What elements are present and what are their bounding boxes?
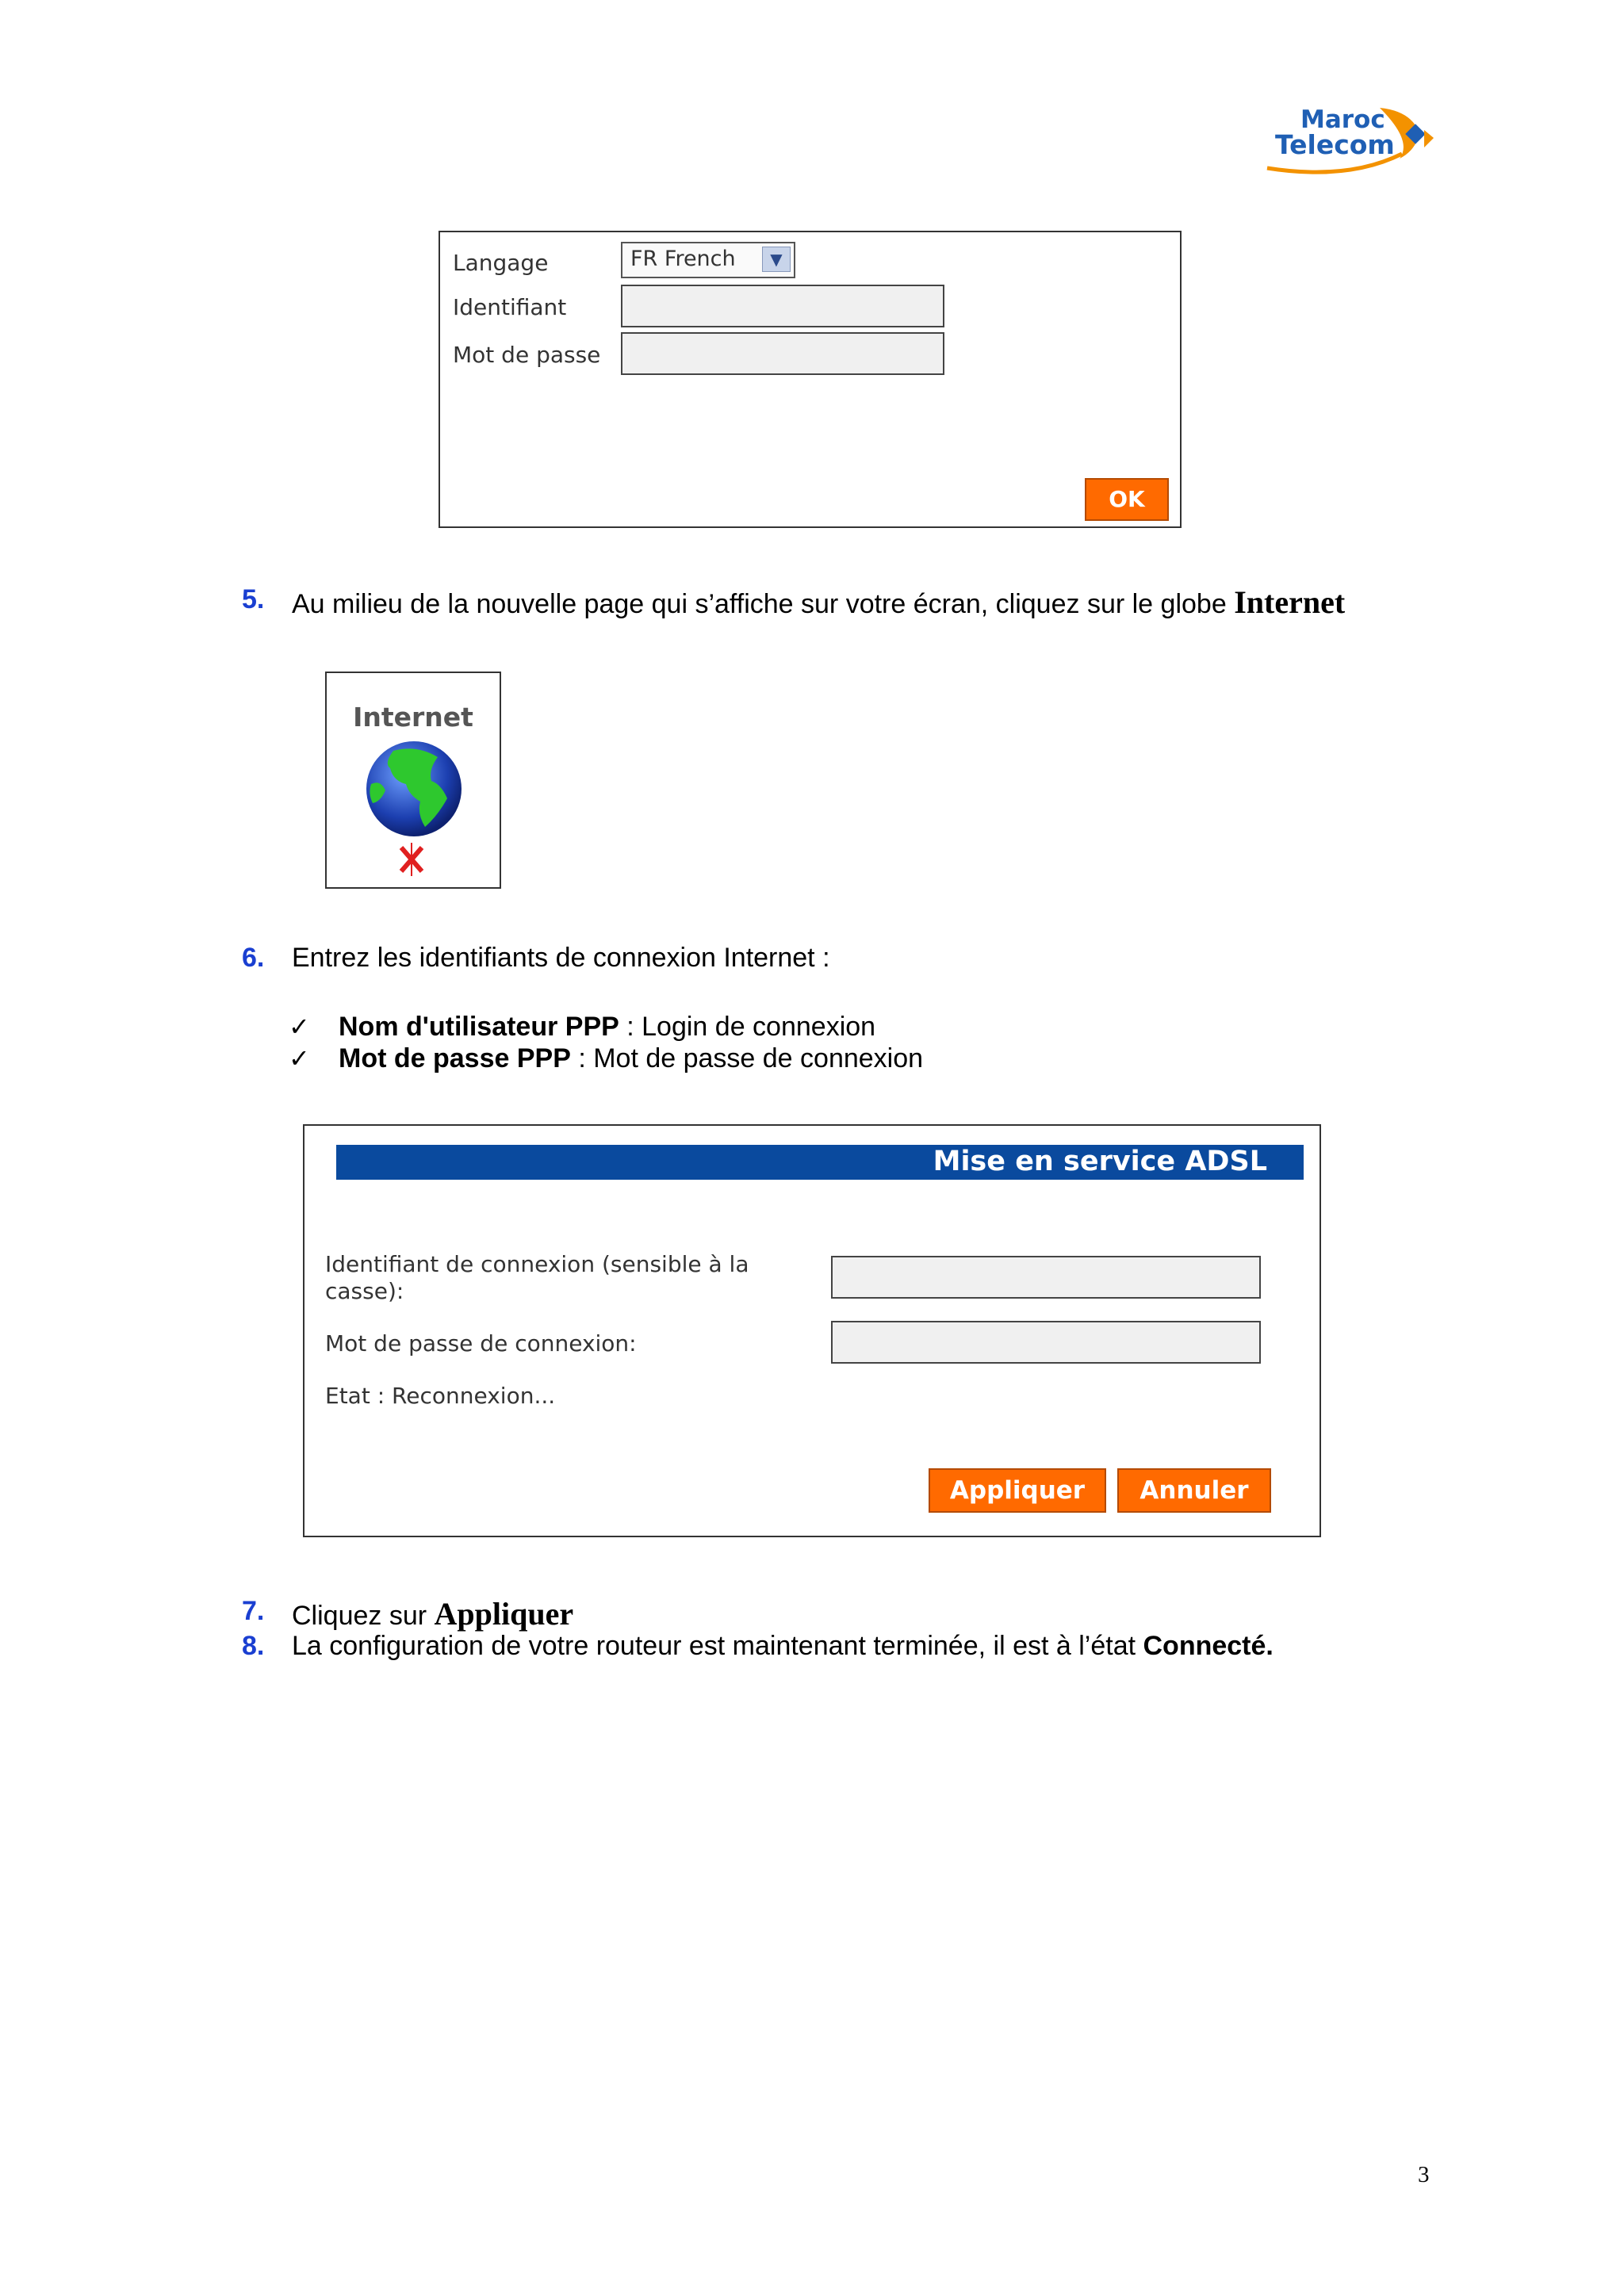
login-label: Identifiant de connexion (sensible à la [325,1251,749,1277]
language-select[interactable] [621,242,795,278]
bullet-item [339,1043,923,1074]
checkmark-icon: ✓ [289,1012,310,1042]
step-bold-text: Appliquer [434,1596,574,1632]
step-bold-text: Connecté. [1143,1631,1274,1661]
step-bold-text: Internet [1234,584,1346,620]
chevron-down-icon[interactable]: ▼ [762,247,791,272]
internet-title: Internet [353,702,473,733]
step-text: Au milieu de la nouvelle page qui s’affiche sur votre écran, cliquez sur le globe [292,589,1235,619]
checkmark-icon: ✓ [289,1043,310,1073]
step-text: La configuration de votre routeur est maintenant terminée, il est à l’état [292,1631,1143,1661]
step-number: 8. [242,1631,265,1661]
logo-line1: Maroc [1300,105,1385,134]
red-x-icon [401,843,422,876]
step-number: 6. [242,943,265,973]
bullet-text: : Mot de passe de connexion [570,1043,924,1073]
language-label: Langage [453,250,549,276]
login-panel-screenshot [439,231,1182,528]
password-label: Mot de passe de connexion: [325,1330,637,1357]
login-input[interactable] [831,1256,1261,1299]
identifier-input[interactable] [621,285,944,327]
step-number: 7. [242,1596,265,1626]
logo-line2: Telecom [1275,129,1395,160]
bullet-bold: Mot de passe PPP [339,1043,571,1073]
password-input[interactable] [831,1321,1261,1364]
bullet-bold: Nom d'utilisateur PPP [339,1012,619,1042]
identifier-label: Identifiant [453,294,567,320]
adsl-title: Mise en service ADSL [933,1146,1267,1177]
login-label-line2: casse): [325,1278,404,1304]
apply-button[interactable]: Appliquer [929,1468,1106,1513]
internet-globe-screenshot[interactable] [325,672,501,889]
adsl-header-bar [336,1145,1304,1180]
logo-swoosh-icon [1261,101,1442,178]
ok-button[interactable]: OK [1085,478,1169,521]
page-number: 3 [1418,2162,1430,2187]
cancel-button[interactable]: Annuler [1117,1468,1271,1513]
bullet-text: : Login de connexion [619,1012,876,1042]
step-number: 5. [242,584,265,614]
adsl-setup-screenshot [303,1124,1321,1537]
globe-icon[interactable] [362,740,466,882]
password-input[interactable] [621,332,944,375]
maroc-telecom-logo [1261,101,1442,178]
status-text: Etat : Reconnexion... [325,1383,556,1409]
step-text: Cliquez sur [292,1601,435,1631]
password-label: Mot de passe [453,342,601,368]
step-text: Entrez les identifiants de connexion Internet : [292,943,830,973]
language-select-value: FR French [630,247,736,271]
bullet-item [339,1012,875,1043]
